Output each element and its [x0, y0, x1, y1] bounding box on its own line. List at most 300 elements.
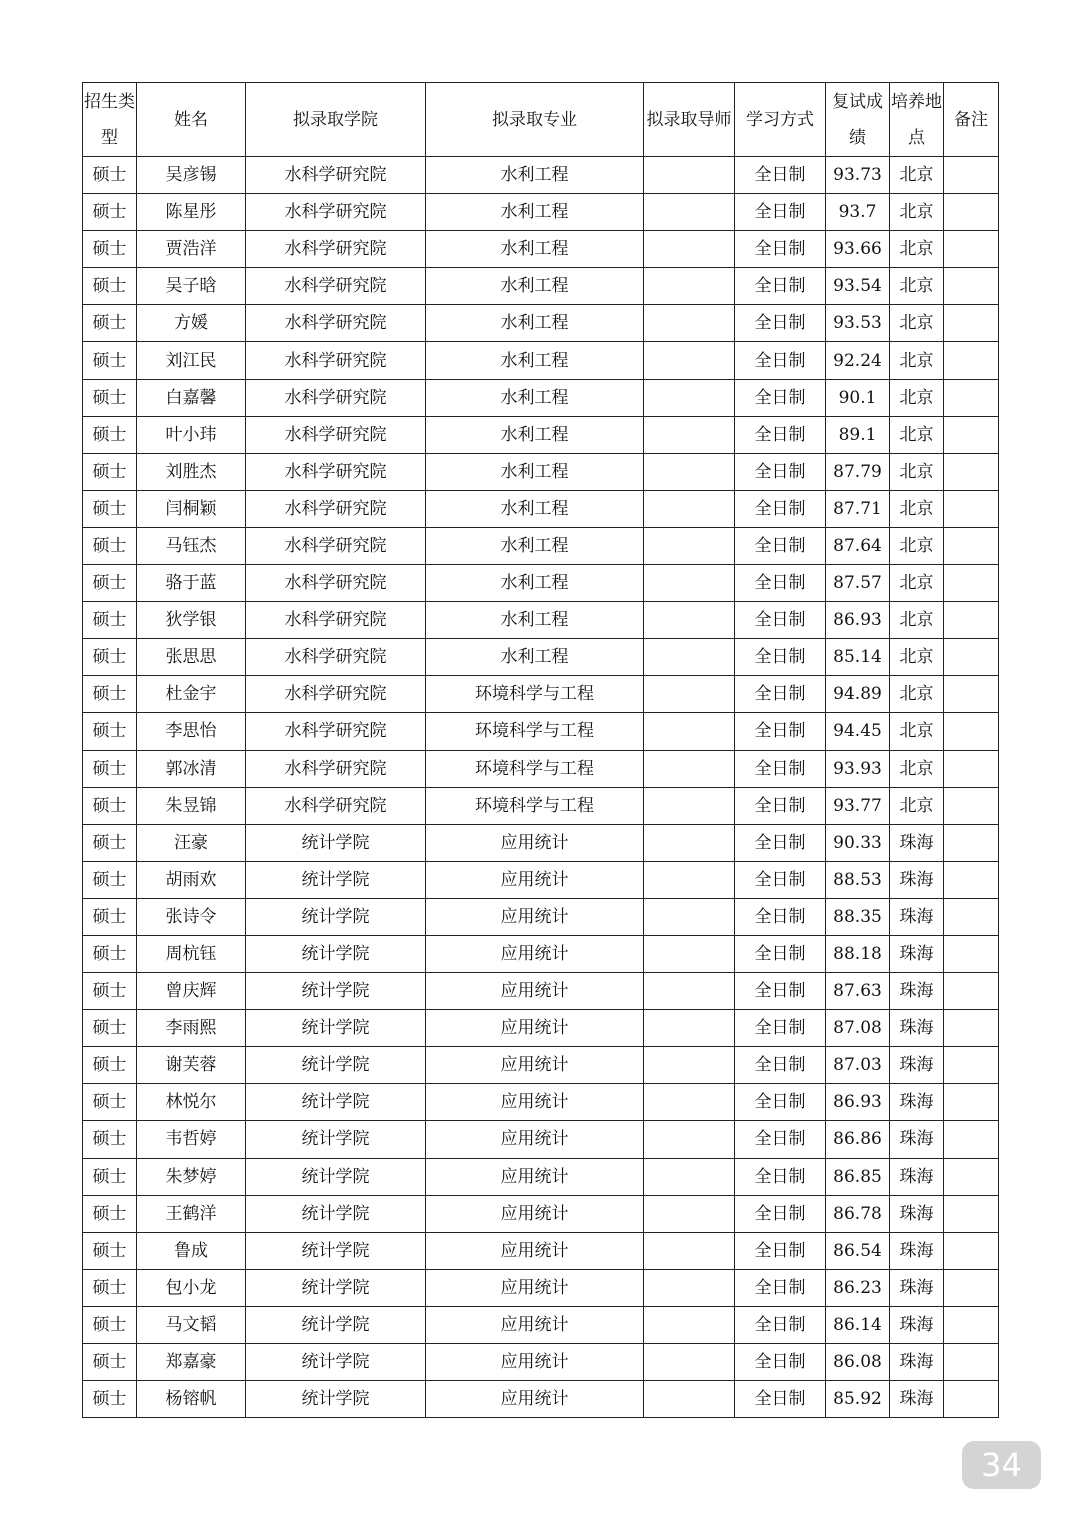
cell-score: 86.54	[826, 1232, 890, 1269]
cell-major: 应用统计	[426, 1195, 644, 1232]
cell-name: 骆于蓝	[137, 565, 246, 602]
cell-name: 陈星彤	[137, 194, 246, 231]
cell-location: 珠海	[890, 898, 944, 935]
cell-mode: 全日制	[735, 824, 826, 861]
cell-college: 统计学院	[246, 824, 426, 861]
table-row	[83, 305, 999, 342]
cell-score: 88.35	[826, 898, 890, 935]
cell-major: 水利工程	[426, 639, 644, 676]
cell-type: 硕士	[83, 861, 137, 898]
cell-remark	[944, 305, 999, 342]
cell-remark	[944, 1047, 999, 1084]
cell-mode: 全日制	[735, 935, 826, 972]
cell-advisor	[644, 453, 735, 490]
cell-location: 北京	[890, 639, 944, 676]
table-row	[83, 1195, 999, 1232]
cell-college: 水科学研究院	[246, 416, 426, 453]
cell-college: 水科学研究院	[246, 750, 426, 787]
cell-mode: 全日制	[735, 602, 826, 639]
cell-advisor	[644, 1344, 735, 1381]
cell-score: 86.85	[826, 1158, 890, 1195]
cell-college: 水科学研究院	[246, 342, 426, 379]
cell-name: 狄学银	[137, 602, 246, 639]
cell-advisor	[644, 565, 735, 602]
cell-score: 92.24	[826, 342, 890, 379]
cell-name: 郭冰清	[137, 750, 246, 787]
cell-major: 水利工程	[426, 379, 644, 416]
cell-location: 北京	[890, 416, 944, 453]
table-row	[83, 194, 999, 231]
cell-name: 马文韬	[137, 1306, 246, 1343]
table-row	[83, 490, 999, 527]
cell-location: 珠海	[890, 1010, 944, 1047]
cell-college: 水科学研究院	[246, 379, 426, 416]
cell-college: 水科学研究院	[246, 305, 426, 342]
cell-advisor	[644, 1047, 735, 1084]
cell-name: 林悦尔	[137, 1084, 246, 1121]
cell-major: 应用统计	[426, 861, 644, 898]
table-row	[83, 1232, 999, 1269]
header-major: 拟录取专业	[426, 83, 644, 157]
cell-major: 应用统计	[426, 973, 644, 1010]
cell-location: 珠海	[890, 1269, 944, 1306]
cell-type: 硕士	[83, 1344, 137, 1381]
cell-score: 93.73	[826, 157, 890, 194]
table-row	[83, 1158, 999, 1195]
table-row	[83, 935, 999, 972]
table-row	[83, 453, 999, 490]
page-number-badge: 34	[962, 1441, 1041, 1489]
cell-mode: 全日制	[735, 1158, 826, 1195]
cell-major: 水利工程	[426, 305, 644, 342]
cell-mode: 全日制	[735, 1121, 826, 1158]
cell-mode: 全日制	[735, 1381, 826, 1418]
cell-advisor	[644, 713, 735, 750]
table-header-row	[83, 83, 999, 157]
cell-name: 马钰杰	[137, 527, 246, 564]
header-location: 培养地点	[890, 83, 944, 157]
cell-score: 87.63	[826, 973, 890, 1010]
table-row	[83, 157, 999, 194]
cell-location: 珠海	[890, 1306, 944, 1343]
cell-mode: 全日制	[735, 787, 826, 824]
cell-name: 张思思	[137, 639, 246, 676]
cell-remark	[944, 787, 999, 824]
cell-name: 贾浩洋	[137, 231, 246, 268]
cell-remark	[944, 231, 999, 268]
table-row	[83, 1047, 999, 1084]
cell-advisor	[644, 1232, 735, 1269]
cell-remark	[944, 1158, 999, 1195]
table-row	[83, 676, 999, 713]
cell-score: 94.89	[826, 676, 890, 713]
cell-advisor	[644, 787, 735, 824]
cell-remark	[944, 1121, 999, 1158]
cell-score: 88.18	[826, 935, 890, 972]
cell-major: 应用统计	[426, 1084, 644, 1121]
cell-name: 方媛	[137, 305, 246, 342]
cell-advisor	[644, 416, 735, 453]
cell-type: 硕士	[83, 231, 137, 268]
cell-major: 环境科学与工程	[426, 787, 644, 824]
cell-score: 88.53	[826, 861, 890, 898]
cell-major: 应用统计	[426, 1306, 644, 1343]
cell-advisor	[644, 342, 735, 379]
cell-name: 刘胜杰	[137, 453, 246, 490]
table-row	[83, 898, 999, 935]
cell-major: 应用统计	[426, 1381, 644, 1418]
cell-score: 87.71	[826, 490, 890, 527]
table-row	[83, 268, 999, 305]
cell-type: 硕士	[83, 1232, 137, 1269]
cell-major: 应用统计	[426, 1344, 644, 1381]
cell-location: 北京	[890, 305, 944, 342]
cell-mode: 全日制	[735, 1344, 826, 1381]
cell-major: 应用统计	[426, 1121, 644, 1158]
cell-score: 87.64	[826, 527, 890, 564]
cell-type: 硕士	[83, 1010, 137, 1047]
cell-score: 86.93	[826, 602, 890, 639]
cell-type: 硕士	[83, 453, 137, 490]
cell-type: 硕士	[83, 1158, 137, 1195]
cell-location: 北京	[890, 342, 944, 379]
cell-score: 87.79	[826, 453, 890, 490]
cell-remark	[944, 1344, 999, 1381]
cell-location: 珠海	[890, 1344, 944, 1381]
admission-table	[82, 82, 999, 1418]
cell-mode: 全日制	[735, 565, 826, 602]
cell-location: 北京	[890, 527, 944, 564]
table-row	[83, 973, 999, 1010]
cell-college: 统计学院	[246, 1084, 426, 1121]
header-college: 拟录取学院	[246, 83, 426, 157]
cell-major: 水利工程	[426, 268, 644, 305]
cell-name: 李思怡	[137, 713, 246, 750]
cell-type: 硕士	[83, 602, 137, 639]
cell-college: 统计学院	[246, 1306, 426, 1343]
table-row	[83, 565, 999, 602]
cell-remark	[944, 453, 999, 490]
cell-mode: 全日制	[735, 1084, 826, 1121]
header-score: 复试成绩	[826, 83, 890, 157]
table-row	[83, 1269, 999, 1306]
cell-location: 珠海	[890, 1084, 944, 1121]
cell-remark	[944, 824, 999, 861]
cell-college: 统计学院	[246, 973, 426, 1010]
cell-mode: 全日制	[735, 379, 826, 416]
cell-major: 应用统计	[426, 1269, 644, 1306]
cell-location: 珠海	[890, 935, 944, 972]
cell-type: 硕士	[83, 935, 137, 972]
cell-major: 环境科学与工程	[426, 676, 644, 713]
cell-mode: 全日制	[735, 1047, 826, 1084]
cell-score: 87.57	[826, 565, 890, 602]
cell-location: 北京	[890, 194, 944, 231]
cell-name: 叶小玮	[137, 416, 246, 453]
cell-remark	[944, 1010, 999, 1047]
cell-mode: 全日制	[735, 157, 826, 194]
cell-score: 93.77	[826, 787, 890, 824]
cell-type: 硕士	[83, 194, 137, 231]
cell-mode: 全日制	[735, 416, 826, 453]
cell-score: 93.7	[826, 194, 890, 231]
cell-type: 硕士	[83, 639, 137, 676]
cell-mode: 全日制	[735, 490, 826, 527]
cell-type: 硕士	[83, 824, 137, 861]
cell-remark	[944, 973, 999, 1010]
cell-mode: 全日制	[735, 268, 826, 305]
table-row	[83, 713, 999, 750]
cell-name: 曾庆辉	[137, 973, 246, 1010]
cell-name: 韦哲婷	[137, 1121, 246, 1158]
cell-score: 93.93	[826, 750, 890, 787]
cell-major: 环境科学与工程	[426, 750, 644, 787]
cell-advisor	[644, 157, 735, 194]
cell-mode: 全日制	[735, 231, 826, 268]
cell-college: 统计学院	[246, 1232, 426, 1269]
cell-college: 水科学研究院	[246, 676, 426, 713]
cell-type: 硕士	[83, 973, 137, 1010]
cell-type: 硕士	[83, 490, 137, 527]
cell-college: 水科学研究院	[246, 602, 426, 639]
cell-major: 水利工程	[426, 231, 644, 268]
cell-college: 水科学研究院	[246, 639, 426, 676]
cell-remark	[944, 713, 999, 750]
table-row	[83, 416, 999, 453]
header-advisor: 拟录取导师	[644, 83, 735, 157]
cell-college: 水科学研究院	[246, 787, 426, 824]
cell-advisor	[644, 676, 735, 713]
cell-location: 北京	[890, 157, 944, 194]
cell-mode: 全日制	[735, 527, 826, 564]
table-row	[83, 1381, 999, 1418]
cell-college: 水科学研究院	[246, 268, 426, 305]
cell-type: 硕士	[83, 750, 137, 787]
cell-advisor	[644, 1121, 735, 1158]
table-row	[83, 861, 999, 898]
cell-location: 珠海	[890, 1381, 944, 1418]
cell-location: 珠海	[890, 1232, 944, 1269]
cell-advisor	[644, 305, 735, 342]
cell-college: 统计学院	[246, 1121, 426, 1158]
cell-type: 硕士	[83, 268, 137, 305]
cell-advisor	[644, 1269, 735, 1306]
cell-remark	[944, 379, 999, 416]
cell-score: 93.54	[826, 268, 890, 305]
cell-advisor	[644, 1306, 735, 1343]
cell-major: 水利工程	[426, 194, 644, 231]
cell-remark	[944, 1232, 999, 1269]
cell-name: 杨镕帆	[137, 1381, 246, 1418]
cell-advisor	[644, 602, 735, 639]
cell-remark	[944, 268, 999, 305]
cell-mode: 全日制	[735, 194, 826, 231]
cell-type: 硕士	[83, 1306, 137, 1343]
cell-name: 刘江民	[137, 342, 246, 379]
cell-remark	[944, 157, 999, 194]
cell-name: 鲁成	[137, 1232, 246, 1269]
cell-type: 硕士	[83, 787, 137, 824]
cell-major: 应用统计	[426, 1047, 644, 1084]
cell-score: 86.78	[826, 1195, 890, 1232]
cell-name: 谢芙蓉	[137, 1047, 246, 1084]
cell-major: 水利工程	[426, 342, 644, 379]
cell-advisor	[644, 490, 735, 527]
cell-score: 93.66	[826, 231, 890, 268]
cell-mode: 全日制	[735, 639, 826, 676]
cell-major: 水利工程	[426, 527, 644, 564]
cell-type: 硕士	[83, 305, 137, 342]
cell-location: 北京	[890, 379, 944, 416]
cell-major: 应用统计	[426, 824, 644, 861]
cell-advisor	[644, 639, 735, 676]
cell-remark	[944, 639, 999, 676]
cell-name: 郑嘉豪	[137, 1344, 246, 1381]
cell-name: 胡雨欢	[137, 861, 246, 898]
cell-advisor	[644, 824, 735, 861]
cell-name: 白嘉馨	[137, 379, 246, 416]
cell-type: 硕士	[83, 676, 137, 713]
cell-type: 硕士	[83, 898, 137, 935]
cell-mode: 全日制	[735, 453, 826, 490]
cell-major: 应用统计	[426, 935, 644, 972]
cell-type: 硕士	[83, 527, 137, 564]
cell-advisor	[644, 231, 735, 268]
cell-college: 统计学院	[246, 1344, 426, 1381]
cell-location: 北京	[890, 676, 944, 713]
cell-remark	[944, 490, 999, 527]
cell-mode: 全日制	[735, 676, 826, 713]
cell-major: 应用统计	[426, 1232, 644, 1269]
cell-college: 水科学研究院	[246, 527, 426, 564]
cell-remark	[944, 1269, 999, 1306]
cell-advisor	[644, 268, 735, 305]
cell-location: 珠海	[890, 824, 944, 861]
cell-advisor	[644, 750, 735, 787]
cell-college: 统计学院	[246, 1381, 426, 1418]
cell-major: 应用统计	[426, 898, 644, 935]
cell-advisor	[644, 1084, 735, 1121]
cell-score: 90.1	[826, 379, 890, 416]
cell-advisor	[644, 194, 735, 231]
header-remark: 备注	[944, 83, 999, 157]
cell-location: 珠海	[890, 1047, 944, 1084]
cell-remark	[944, 1306, 999, 1343]
cell-location: 珠海	[890, 861, 944, 898]
cell-remark	[944, 898, 999, 935]
cell-type: 硕士	[83, 379, 137, 416]
cell-score: 87.03	[826, 1047, 890, 1084]
cell-mode: 全日制	[735, 1306, 826, 1343]
cell-remark	[944, 1381, 999, 1418]
cell-score: 87.08	[826, 1010, 890, 1047]
table-row	[83, 824, 999, 861]
cell-mode: 全日制	[735, 342, 826, 379]
cell-score: 94.45	[826, 713, 890, 750]
cell-advisor	[644, 898, 735, 935]
table-row	[83, 1010, 999, 1047]
cell-location: 北京	[890, 231, 944, 268]
header-mode: 学习方式	[735, 83, 826, 157]
cell-type: 硕士	[83, 1195, 137, 1232]
cell-college: 水科学研究院	[246, 713, 426, 750]
cell-location: 珠海	[890, 973, 944, 1010]
cell-name: 杜金宇	[137, 676, 246, 713]
cell-major: 水利工程	[426, 602, 644, 639]
cell-major: 环境科学与工程	[426, 713, 644, 750]
cell-type: 硕士	[83, 157, 137, 194]
cell-score: 86.14	[826, 1306, 890, 1343]
cell-remark	[944, 861, 999, 898]
cell-location: 珠海	[890, 1158, 944, 1195]
cell-name: 包小龙	[137, 1269, 246, 1306]
cell-mode: 全日制	[735, 1269, 826, 1306]
cell-name: 闫桐颖	[137, 490, 246, 527]
cell-major: 应用统计	[426, 1010, 644, 1047]
cell-score: 86.86	[826, 1121, 890, 1158]
cell-score: 93.53	[826, 305, 890, 342]
cell-mode: 全日制	[735, 750, 826, 787]
cell-name: 吴子晗	[137, 268, 246, 305]
cell-name: 朱梦婷	[137, 1158, 246, 1195]
cell-advisor	[644, 973, 735, 1010]
cell-location: 北京	[890, 602, 944, 639]
cell-advisor	[644, 379, 735, 416]
cell-score: 85.92	[826, 1381, 890, 1418]
cell-score: 90.33	[826, 824, 890, 861]
table-row	[83, 750, 999, 787]
cell-mode: 全日制	[735, 861, 826, 898]
header-type: 招生类型	[83, 83, 137, 157]
cell-mode: 全日制	[735, 305, 826, 342]
cell-major: 水利工程	[426, 565, 644, 602]
cell-name: 李雨熙	[137, 1010, 246, 1047]
cell-score: 86.23	[826, 1269, 890, 1306]
cell-remark	[944, 1084, 999, 1121]
table-row	[83, 1084, 999, 1121]
cell-college: 统计学院	[246, 898, 426, 935]
cell-college: 统计学院	[246, 1010, 426, 1047]
cell-major: 水利工程	[426, 416, 644, 453]
cell-college: 统计学院	[246, 861, 426, 898]
cell-advisor	[644, 935, 735, 972]
cell-location: 北京	[890, 713, 944, 750]
cell-advisor	[644, 1381, 735, 1418]
table-row	[83, 1344, 999, 1381]
cell-type: 硕士	[83, 1381, 137, 1418]
table-row	[83, 342, 999, 379]
table-body	[83, 157, 999, 1418]
cell-mode: 全日制	[735, 1195, 826, 1232]
cell-location: 珠海	[890, 1121, 944, 1158]
cell-score: 86.93	[826, 1084, 890, 1121]
cell-college: 水科学研究院	[246, 490, 426, 527]
cell-type: 硕士	[83, 1047, 137, 1084]
cell-location: 北京	[890, 565, 944, 602]
cell-major: 水利工程	[426, 157, 644, 194]
cell-type: 硕士	[83, 416, 137, 453]
cell-location: 北京	[890, 453, 944, 490]
cell-score: 86.08	[826, 1344, 890, 1381]
cell-advisor	[644, 527, 735, 564]
cell-remark	[944, 750, 999, 787]
table-row	[83, 787, 999, 824]
cell-location: 北京	[890, 750, 944, 787]
cell-mode: 全日制	[735, 973, 826, 1010]
cell-remark	[944, 1195, 999, 1232]
cell-remark	[944, 676, 999, 713]
cell-advisor	[644, 1195, 735, 1232]
